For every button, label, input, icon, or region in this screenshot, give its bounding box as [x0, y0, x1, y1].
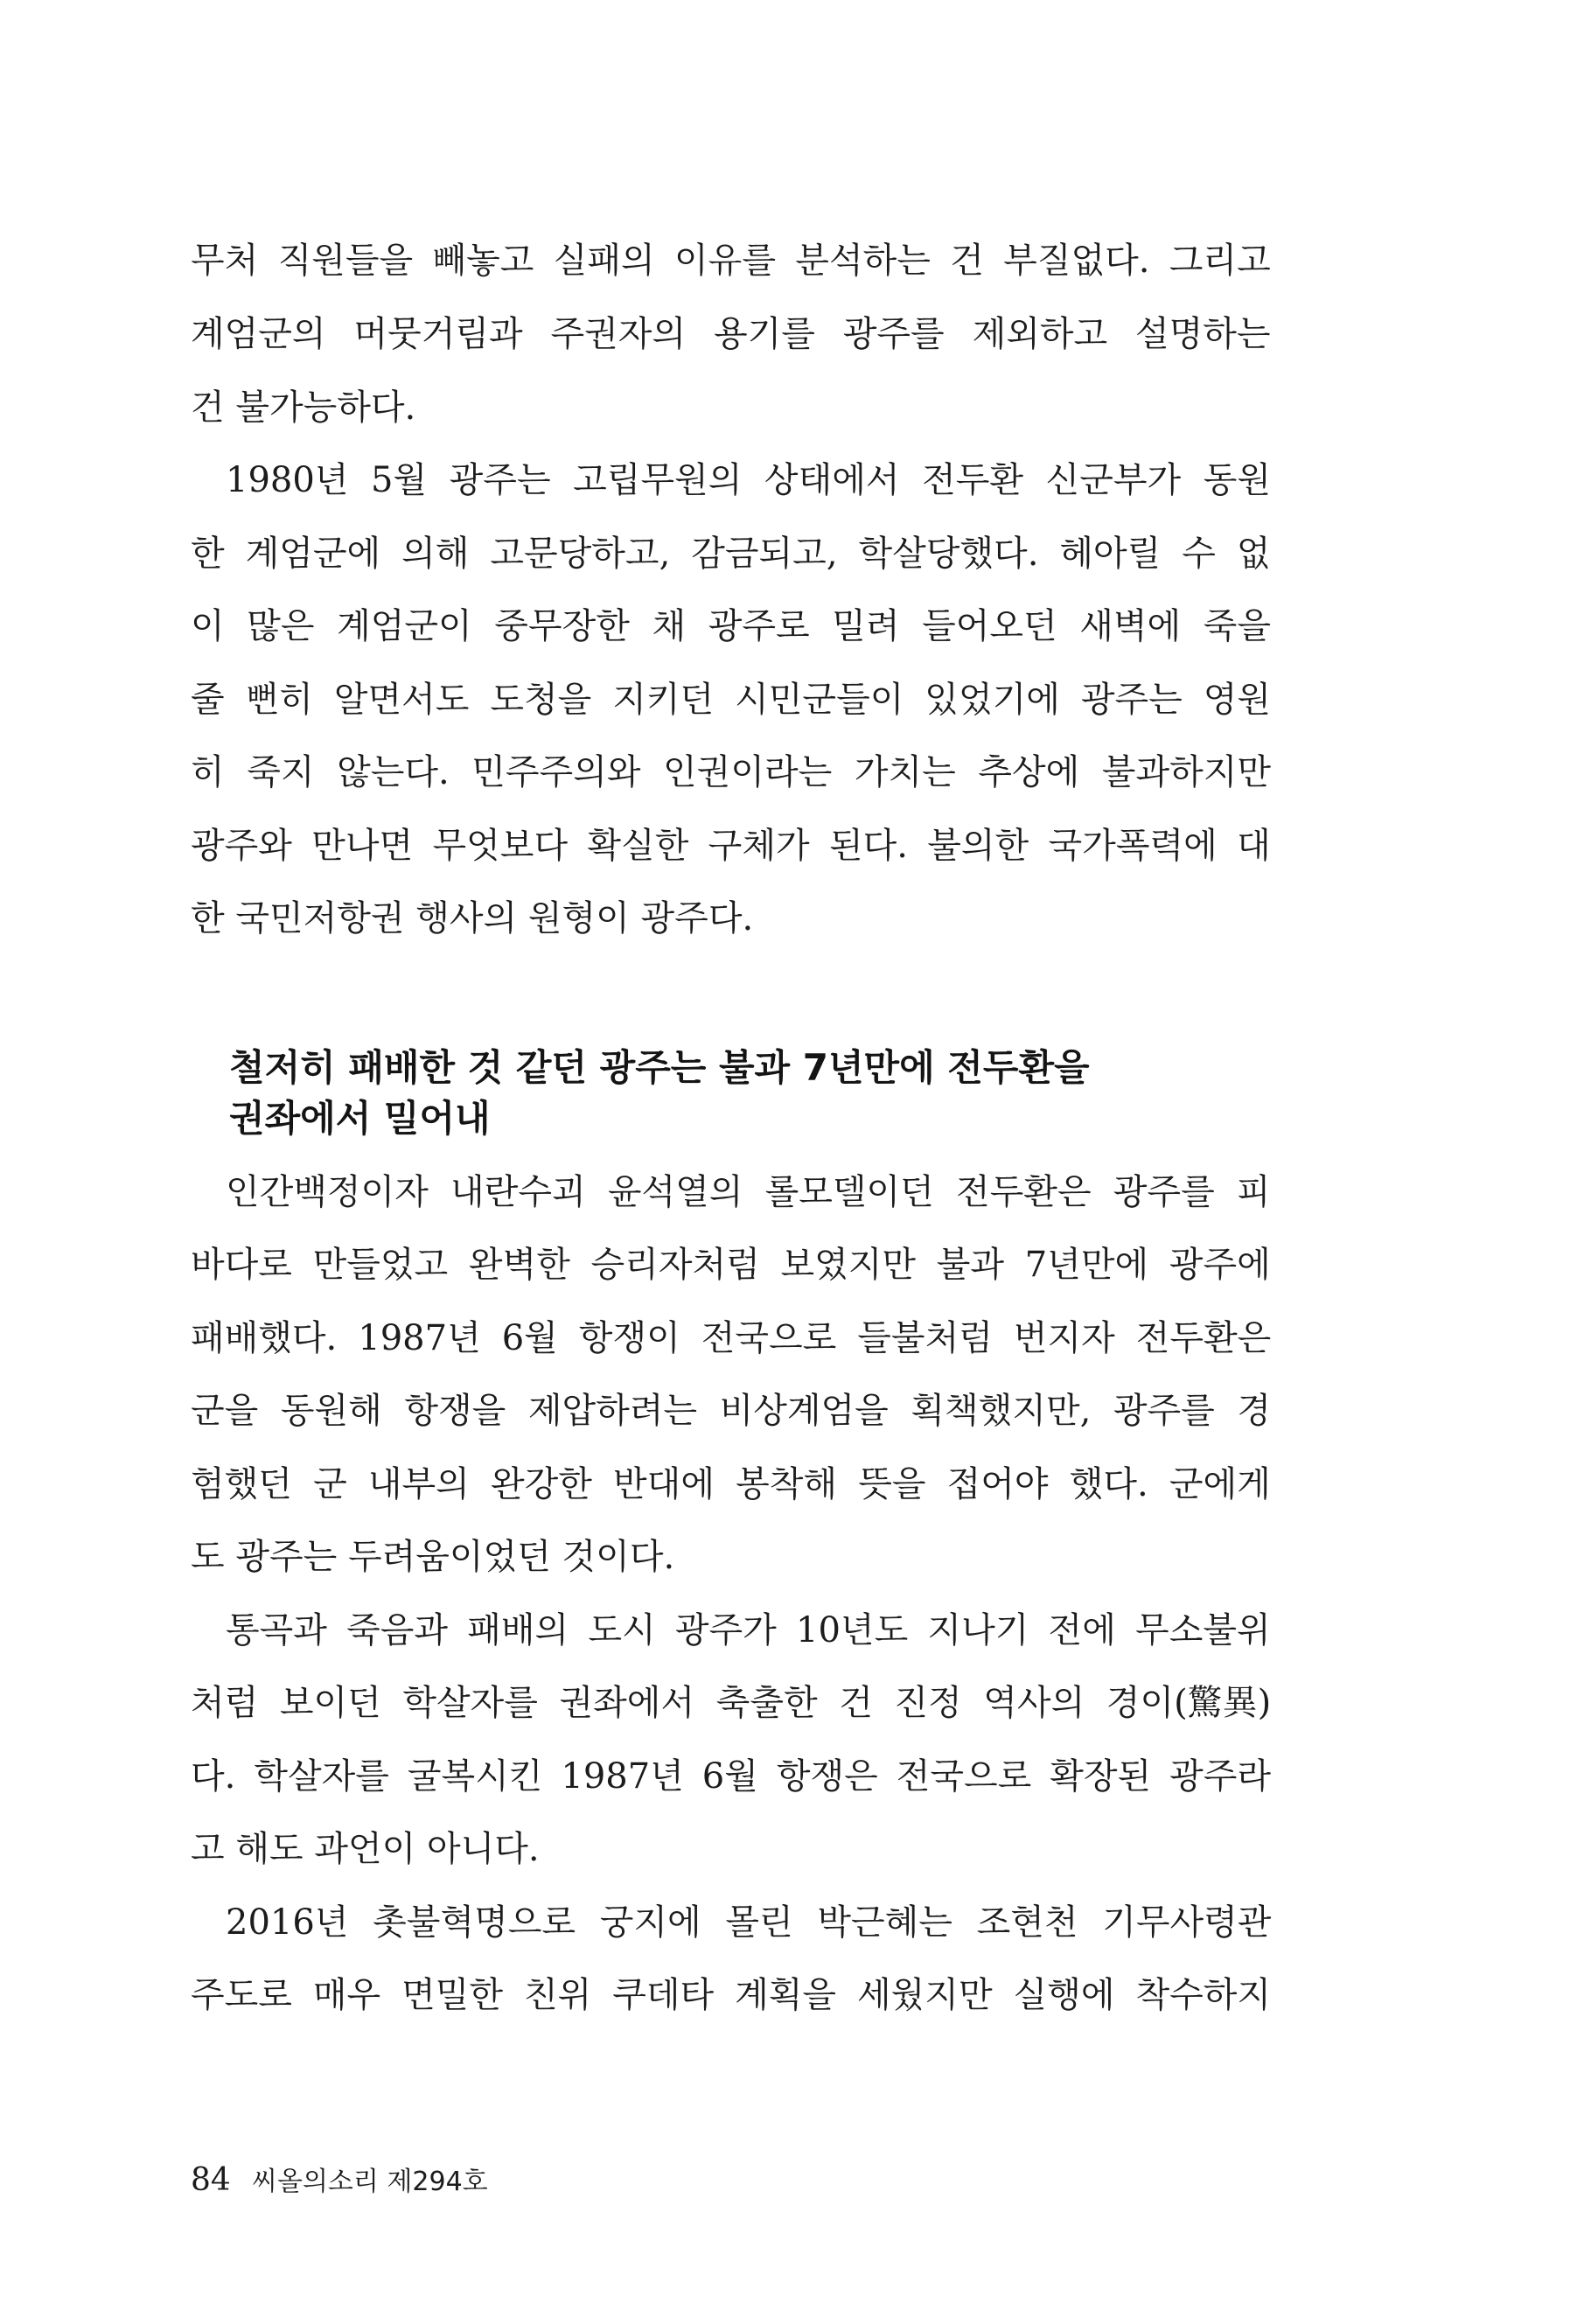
text-line: 주도로 매우 면밀한 친위 쿠데타 계획을 세웠지만 실행에 착수하지 [191, 1975, 1271, 2015]
text-line: 한 계엄군에 의해 고문당하고, 감금되고, 학살당했다. 헤아릴 수 없 [191, 534, 1271, 574]
section-heading-line: 권좌에서 밀어내 [229, 1097, 491, 1140]
text-line: 2016년 촛불혁명으로 궁지에 몰린 박근혜는 조현천 기무사령관 [226, 1902, 1272, 1943]
page-number: 84 [191, 2162, 231, 2198]
text-line: 험했던 군 내부의 완강한 반대에 봉착해 뜻을 접어야 했다. 군에게 [191, 1464, 1271, 1504]
section-heading-line: 철저히 패배한 것 같던 광주는 불과 7년만에 전두환을 [229, 1046, 1090, 1089]
text-line: 히 죽지 않는다. 민주주의와 인권이라는 가치는 추상에 불과하지만 [191, 752, 1271, 792]
text-line: 군을 동원해 항쟁을 제압하려는 비상계엄을 획책했지만, 광주를 경 [191, 1391, 1271, 1431]
text-line: 통곡과 죽음과 패배의 도시 광주가 10년도 지나기 전에 무소불위 [226, 1610, 1271, 1651]
text-line: 바다로 만들었고 완벽한 승리자처럼 보였지만 불과 7년만에 광주에 [191, 1245, 1271, 1285]
text-line: 다. 학살자를 굴복시킨 1987년 6월 항쟁은 전국으로 확장된 광주라 [191, 1756, 1272, 1797]
text-line: 광주와 만나면 무엇보다 확실한 구체가 된다. 불의한 국가폭력에 대 [191, 826, 1271, 866]
page-footer [191, 2159, 488, 2204]
text-line: 처럼 보이던 학살자를 권좌에서 축출한 건 진정 역사의 경이(驚異) [191, 1683, 1272, 1723]
journal-title: 씨올의소리 제294호 [251, 2167, 488, 2197]
text-line: 인간백정이자 내란수괴 윤석열의 롤모델이던 전두환은 광주를 피 [226, 1172, 1271, 1212]
text-line: 줄 뻔히 알면서도 도청을 지키던 시민군들이 있었기에 광주는 영원 [191, 680, 1271, 720]
text-line: 한 국민저항권 행사의 원형이 광주다. [191, 898, 754, 939]
text-line: 건 불가능하다. [191, 387, 416, 428]
text-line: 고 해도 과언이 아니다. [191, 1829, 540, 1869]
text-line: 계엄군의 머뭇거림과 주권자의 용기를 광주를 제외하고 설명하는 [191, 314, 1271, 354]
text-line: 도 광주는 두려움이었던 것이다. [191, 1537, 675, 1577]
text-line: 1980년 5월 광주는 고립무원의 상태에서 전두환 신군부가 동원 [226, 460, 1271, 500]
text-line: 이 많은 계엄군이 중무장한 채 광주로 밀려 들어오던 새벽에 죽을 [191, 606, 1272, 646]
text-line: 패배했다. 1987년 6월 항쟁이 전국으로 들불처럼 번지자 전두환은 [191, 1318, 1272, 1358]
text-line: 무처 직원들을 빼놓고 실패의 이유를 분석하는 건 부질없다. 그리고 [191, 241, 1271, 281]
